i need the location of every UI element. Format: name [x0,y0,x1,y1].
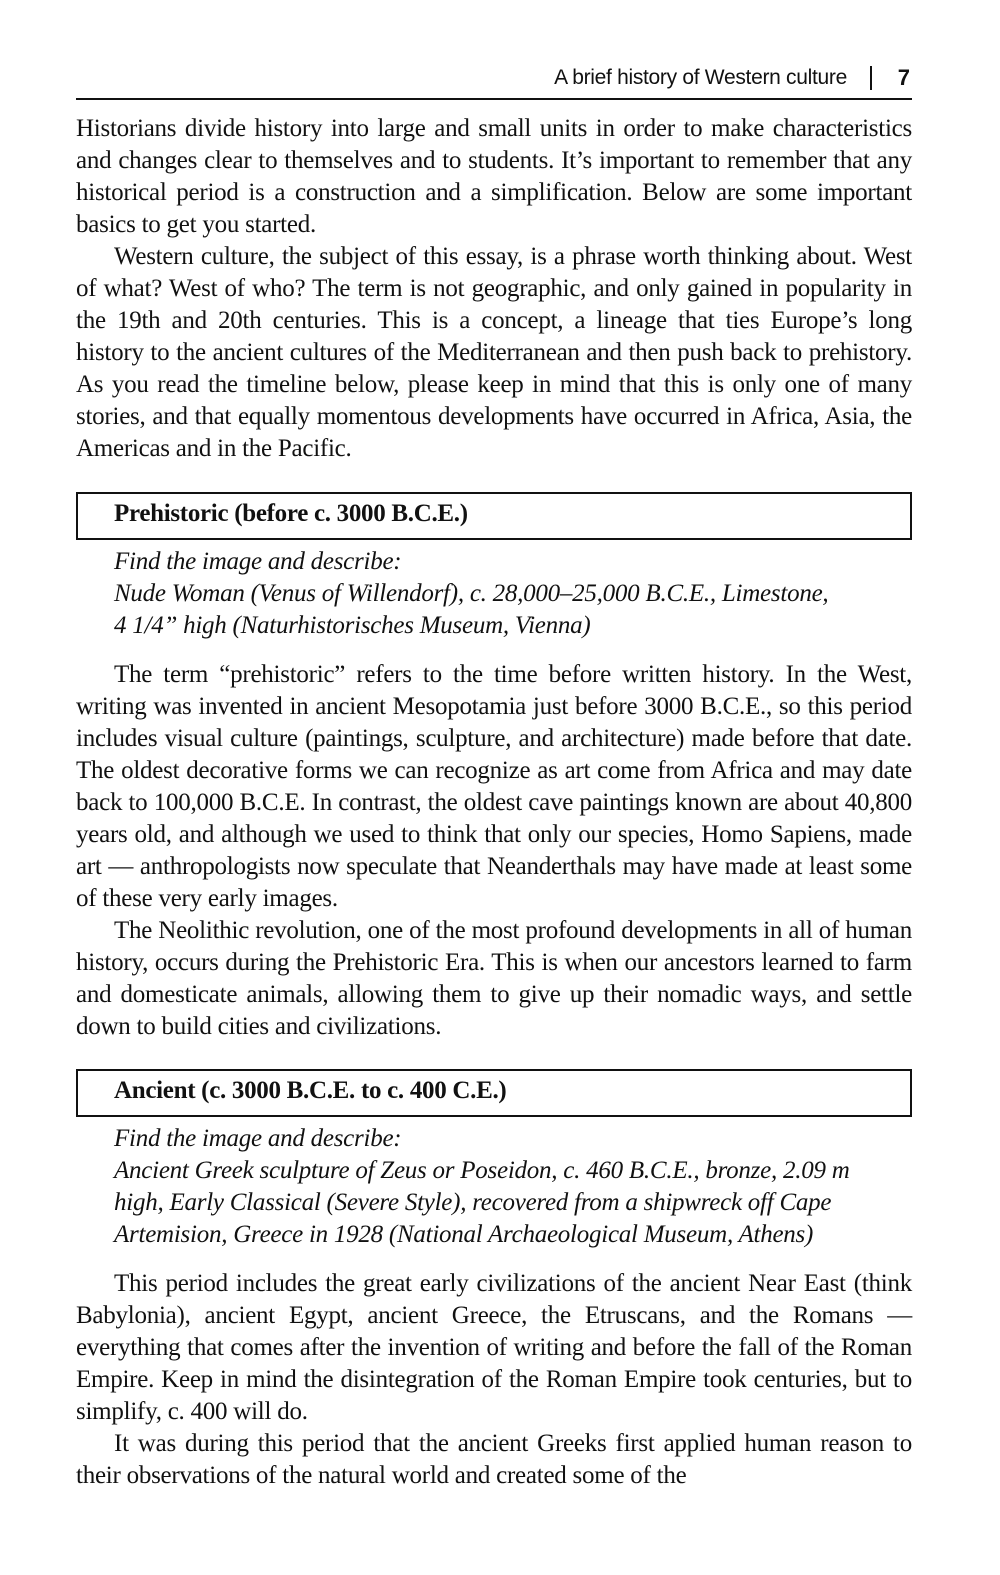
prompt-line: 4 1/4” high (Naturhistorisches Museum, Vienna) [114,612,591,639]
prompt-line: Artemision, Greece in 1928 (National Archaeological Museum, Athens) [114,1221,814,1248]
section-heading-prehistoric [76,492,912,540]
ancient-text [76,1268,912,1492]
intro-paragraph-2: Western culture, the subject of this essay, is a phrase worth thinking about. West of what? West of who? The term is not geographic, and only gained in popularity in the 19th and 20th centuries. This is a concept, a lineage that ties Europe’s long history to the ancient cultures of the Mediterranean and then push back to prehistory. As you read the timeline below, please keep in mind that this is only one of many stories, and that equally momentous developments have occurred in Africa, Asia, the Americas and in the Pacific. [76,243,912,462]
intro-text [76,113,912,465]
running-title: A brief history of Western culture [554,66,847,89]
page-number: 7 [897,65,910,90]
prehistoric-paragraph-1: The term “prehistoric” refers to the time before written history. In the West, writing was invented in ancient Mesopotamia just before 3000 B.C.E., so this period includes visual culture (paintings, sculpture, and architecture) made before that date. The oldest decorative forms we can recognize as art come from Africa and may date back to 100,000 B.C.E. In contrast, the oldest cave paintings known are about 40,800 years old, and although we used to think that only our species, Homo Sapiens, made art — anthropologists now speculate that Neanderthals may have made at least some of these very early images. [76,661,912,912]
section-title: Ancient (c. 3000 B.C.E. to c. 400 C.E.) [114,1077,507,1104]
section-heading-ancient [76,1069,912,1117]
intro-paragraph-1: Historians divide history into large and small units in order to make characteristics and changes clear to themselves and to students. It’s important to remember that any historical period is a construction and a simplification. Below are some important basics to get you started. [76,115,912,238]
section-title: Prehistoric (before c. 3000 B.C.E.) [114,500,468,527]
header-separator [870,66,872,90]
image-prompt-prehistoric [114,546,912,642]
ancient-paragraph-1: This period includes the great early civilizations of the ancient Near East (think Babylonia), ancient Egypt, ancient Greece, the Etruscans, and the Romans — everything that comes after the invention of writing and before the fall of the Roman Empire. Keep in mind the disintegration of the Roman Empire took centuries, but to simplify, c. 400 will do. [76,1270,912,1425]
prompt-line: Nude Woman (Venus of Willendorf), c. 28,000–25,000 B.C.E., Limestone, [114,580,829,607]
prehistoric-paragraph-2: The Neolithic revolution, one of the most profound developments in all of human history, occurs during the Prehistoric Era. This is when our ancestors learned to farm and domesticate animals, allowing them to give up their nomadic ways, and settle down to build cities and civilizations. [76,917,912,1040]
prompt-line: Ancient Greek sculpture of Zeus or Poseidon, c. 460 B.C.E., bronze, 2.09 m [114,1157,850,1184]
ancient-paragraph-2: It was during this period that the ancient Greeks first applied human reason to their observations of the natural world and created some of the [76,1430,912,1489]
running-header [76,62,912,100]
prompt-heading: Find the image and describe: [114,1125,402,1152]
prompt-line: high, Early Classical (Severe Style), recovered from a shipwreck off Cape [114,1189,832,1216]
prompt-heading: Find the image and describe: [114,548,402,575]
image-prompt-ancient [114,1123,912,1251]
prehistoric-text [76,659,912,1043]
